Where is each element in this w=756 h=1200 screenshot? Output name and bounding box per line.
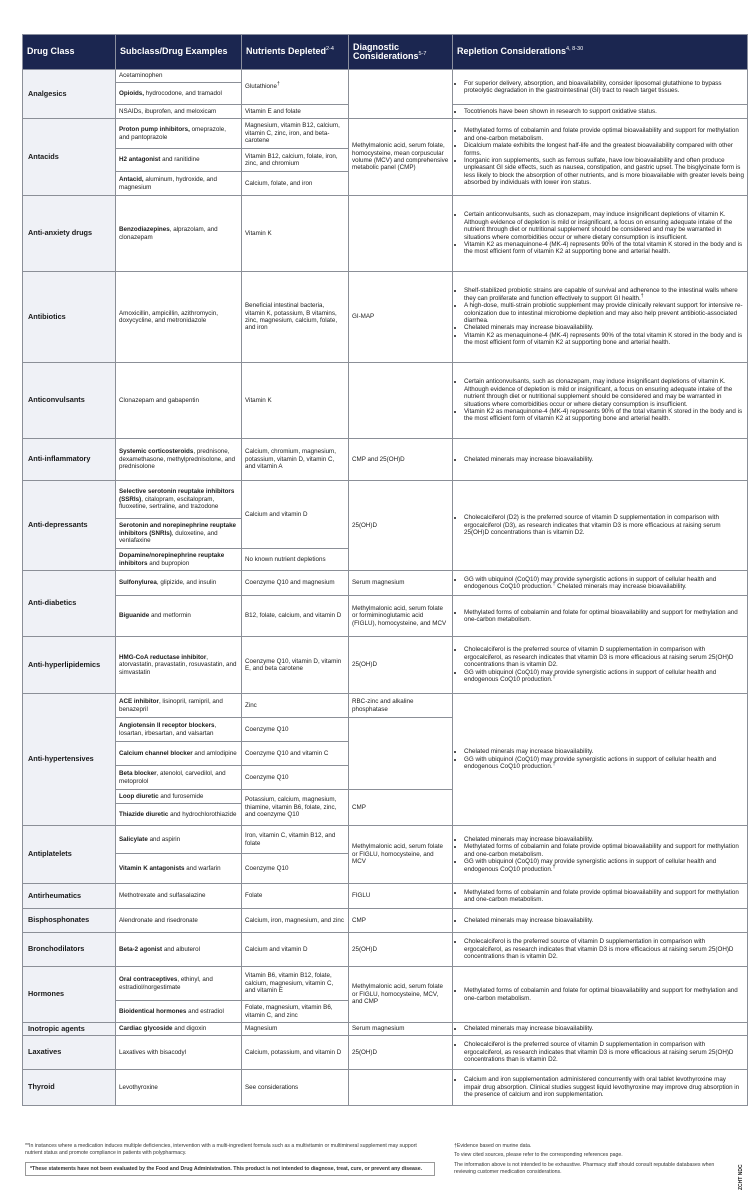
list-item: • GG with ubiquinol (CoQ10) may provide synergistic actions in support of cellular health and endogenous CoQ10 production.† [464,858,744,873]
diagnostic-cell [349,70,453,119]
nutrients-cell: B12, folate, calcium, and vitamin D [242,596,349,637]
diagnostic-cell: Methylmalonic acid, serum folate or FIGLU, homocysteine, and MCV [349,826,453,884]
list-item: • Vitamin K2 as menaquinone-4 (MK-4) represents 90% of the total vitamin K stored in the body and is the most efficient form of vitamin K2 at supporting bone and arterial health. [464,408,744,423]
diagnostic-cell: 25(OH)D [349,481,453,571]
drug-class-cell: Anti-inflammatory [23,439,116,481]
table-row [23,196,748,272]
drug-class-cell: Antirheumatics [23,884,116,909]
subclass-cell: Calcium channel blocker and amlodipine [116,742,242,766]
list-item: • Inorganic iron supplements, such as ferrous sulfate, have low bioavailability and often produce unpleasant GI side effects, such as nausea, constipation, and gastric upset. The bisglycinate form is less likely to block the absorption of other nutrients, and is more bioavailable with greater levels being absorbed by individuals with lower iron status. [464,157,744,187]
table-row [23,70,748,83]
subclass-cell: Salicylate and aspirin [116,826,242,854]
subclass-cell: H2 antagonist and ranitidine [116,149,242,172]
nutrients-cell: See considerations [242,1070,349,1106]
nutrients-cell: Beneficial intestinal bacteria, vitamin K, potassium, B vitamins, zinc, magnesium, calcium, folate, and iron [242,272,349,363]
repletion-cell [453,105,748,119]
list-item: • Shelf-stabilized probiotic strains are capable of survival and adherence to the intestinal walls where they can proliferate and function effectively to support GI health.† [464,287,744,302]
repletion-cell [453,363,748,439]
nutrients-cell: Coenzyme Q10 [242,718,349,742]
subclass-cell: Methotrexate and sulfasalazine [116,884,242,909]
nutrients-cell: Calcium, potassium, and vitamin D [242,1036,349,1070]
subclass-cell: Dopamine/norepinephrine reuptake inhibitors and bupropion [116,549,242,571]
subclass-cell: Thiazide diuretic and hydrochlorothiazide [116,804,242,826]
subclass-cell: Sulfonylurea, glipizide, and insulin [116,571,242,596]
repletion-cell [453,571,748,596]
nutrients-cell: Vitamin K [242,196,349,272]
drug-class-cell: Anti-diabetics [23,571,116,637]
list-item: • Chelated minerals may increase bioavailability. [464,456,744,463]
nutrients-cell: Vitamin E and folate [242,105,349,119]
footnote-evidence: †Evidence based on murine data. [454,1143,532,1149]
header-repletion: Repletion Considerations$^{4, 8-30}$ [453,35,748,70]
repletion-cell [453,119,748,196]
footer-left [25,1143,435,1176]
drug-class-cell: Analgesics [23,70,116,119]
subclass-cell: ACE inhibitor, lisinopril, ramipril, and benazepril [116,694,242,718]
repletion-cell [453,196,748,272]
diagnostic-cell [349,1070,453,1106]
table-row [23,1070,748,1106]
list-item: • Chelated minerals may increase bioavailability. [464,1025,744,1032]
list-item: • For superior delivery, absorption, and bioavailability, consider liposomal glutathione to bypass proteolytic degradation in the gastrointestinal (GI) tract to reach target tissues. [464,80,744,95]
drug-class-cell: Antiplatelets [23,826,116,884]
footnote-sources: To view cited sources, please refer to the corresponding references page. [454,1152,623,1159]
diagnostic-cell: CMP [349,790,453,826]
diagnostic-cell [349,718,453,790]
subclass-cell: Opioids, hydrocodone, and tramadol [116,83,242,105]
diagnostic-cell: Serum magnesium [349,571,453,596]
repletion-cell [453,826,748,884]
drug-class-cell: Anti-anxiety drugs [23,196,116,272]
list-item: • GG with ubiquinol (CoQ10) may provide synergistic actions in support of cellular health and endogenous CoQ10 production.† Chelated minerals may increase bioavailability. [464,576,744,591]
header-drug-class: Drug Class [23,35,116,70]
table-row [23,481,748,519]
repletion-cell [453,272,748,363]
repletion-cell [453,637,748,694]
table-row [23,119,748,149]
nutrients-cell: Iron, vitamin C, vitamin B12, and folate [242,826,349,854]
drug-class-cell: Anti-depressants [23,481,116,571]
repletion-cell [453,1036,748,1070]
nutrients-cell: Magnesium, vitamin B12, calcium, vitamin C, zinc, iron, and beta-carotene [242,119,349,149]
footer-right [454,1143,734,1178]
table-row [23,933,748,967]
drug-class-cell: Inotropic agents [23,1023,116,1036]
repletion-cell [453,933,748,967]
list-item: • Cholecalciferol (D2) is the preferred source of vitamin D supplementation in comparison with ergocalciferol (D3), as research indicates that vitamin D3 is more efficacious at raising serum 25(OH)D concentrations than is vitamin D2. [464,514,744,536]
repletion-cell [453,967,748,1023]
subclass-cell: Acetaminophen [116,70,242,83]
repletion-cell [453,596,748,637]
table-row [23,571,748,596]
list-item: • Chelated minerals may increase bioavailability. [464,748,744,755]
subclass-cell: Benzodiazepines, alprazolam, and clonazepam [116,196,242,272]
table-row [23,439,748,481]
subclass-cell: HMG-CoA reductase inhibitor, atorvastatin, pravastatin, rosuvastatin, and simvastatin [116,637,242,694]
subclass-cell: Cardiac glycoside and digoxin [116,1023,242,1036]
subclass-cell: NSAIDs, ibuprofen, and meloxicam [116,105,242,119]
list-item: • Cholecalciferol is the preferred source of vitamin D supplementation in comparison with ergocalciferol, as research indicates that vitamin D3 is more efficacious at raising serum 25(OH)D concentrations than is vitamin D2. [464,646,744,668]
fda-disclaimer: *These statements have not been evaluated by the Food and Drug Administration. This product is not intended to diagnose, treat, cure, or prevent any disease. [25,1162,435,1177]
list-item: • Methylated forms of cobalamin and folate provide optimal bioavailability and support for methylation and one-carbon metabolism. [464,127,744,142]
nutrients-cell: Coenzyme Q10 [242,854,349,884]
drug-class-cell: Antibiotics [23,272,116,363]
diagnostic-cell: Methylmalonic acid, serum folate or formiminoglutamic acid (FIGLU), homocysteine, and MCV [349,596,453,637]
nutrients-cell: Coenzyme Q10 and vitamin C [242,742,349,766]
subclass-cell: Beta-2 agonist and albuterol [116,933,242,967]
list-item: • GG with ubiquinol (CoQ10) may provide synergistic actions in support of cellular health and endogenous CoQ10 production.† [464,669,744,684]
nutrients-cell: Vitamin K [242,363,349,439]
drug-class-cell: Bronchodilators [23,933,116,967]
drug-class-cell: Thyroid [23,1070,116,1106]
nutrients-cell: Coenzyme Q10, vitamin D, vitamin E, and beta carotene [242,637,349,694]
list-item: • GG with ubiquinol (CoQ10) may provide synergistic actions in support of cellular health and endogenous CoQ10 production.† [464,756,744,771]
subclass-cell: Biguanide and metformin [116,596,242,637]
subclass-cell: Oral contraceptives, ethinyl, and estradiol/norgestimate [116,967,242,1001]
diagnostic-cell: CMP and 25(OH)D [349,439,453,481]
subclass-cell: Antacid, aluminum, hydroxide, and magnesium [116,172,242,196]
diagnostic-cell: RBC-zinc and alkaline phosphatase [349,694,453,718]
subclass-cell: Alendronate and risedronate [116,909,242,933]
nutrients-cell: Calcium, folate, and iron [242,172,349,196]
footer [22,1143,747,1187]
list-item: • Chelated minerals may increase bioavailability. [464,836,744,843]
nutrients-cell: Calcium, iron, magnesium, and zinc [242,909,349,933]
list-item: • Tocotrienols have been shown in research to support oxidative status. [464,108,744,115]
header-diagnostic: Diagnostic Considerations$^{5-7}$ [349,35,453,70]
drug-class-cell: Anti-hypertensives [23,694,116,826]
list-item: • Dicalcium malate exhibits the longest half-life and the greatest bioavailability compared with other forms. [464,142,744,157]
drug-class-cell: Bisphosphonates [23,909,116,933]
nutrients-cell: Zinc [242,694,349,718]
repletion-cell [453,694,748,826]
list-item: • Methylated forms of cobalamin and folate for optimal bioavailability and support for methylation and one-carbon metabolism. [464,609,744,624]
footnote-info: The information above is not intended to be exhaustive. Pharmacy staff should consult reputable databases when reviewing customer medication considerations. [454,1161,715,1175]
repletion-cell [453,909,748,933]
drug-class-cell: Antacids [23,119,116,196]
subclass-cell: Beta blocker, atenolol, carvedilol, and metoprolol [116,766,242,790]
nutrients-cell: Vitamin B12, calcium, folate, iron, zinc, and chromium [242,149,349,172]
header-row [23,35,748,70]
subclass-cell: Laxatives with bisacodyl [116,1036,242,1070]
drug-class-cell: Laxatives [23,1036,116,1070]
header-subclass: Subclass/Drug Examples [116,35,242,70]
subclass-cell: Levothyroxine [116,1070,242,1106]
diagnostic-cell [349,196,453,272]
drug-class-cell: Hormones [23,967,116,1023]
list-item: • Vitamin K2 as menaquinone-4 (MK-4) represents 90% of the total vitamin K stored in the body and is the most efficient form of vitamin K2 at supporting bone and arterial health. [464,241,744,256]
header-nutrients-depleted: Nutrients Depleted$^{2-4}$ [242,35,349,70]
drug-nutrient-depletion-table [22,34,748,1106]
nutrients-cell: Potassium, calcium, magnesium, thiamine, vitamin B6, folate, zinc, and coenzyme Q10 [242,790,349,826]
table-row [23,596,748,637]
table-row [23,694,748,718]
footnote-multi-ingredient: **In instances where a medication induces multiple deficiencies, intervention with a multi-ingredient formula such as a multivitamin or multimineral supplement may support nutrient status and promote compliance in patients with polypharmacy. [25,1143,417,1156]
nutrients-cell: Coenzyme Q10 and magnesium [242,571,349,596]
subclass-cell: Clonazepam and gabapentin [116,363,242,439]
table-row [23,272,748,363]
repletion-cell [453,70,748,105]
list-item: • Methylated forms of cobalamin and folate for optimal bioavailability and support for methylation and one-carbon metabolism. [464,987,744,1002]
table-row [23,637,748,694]
list-item: • Cholecalciferol is the preferred source of vitamin D supplementation in comparison with ergocalciferol, as research indicates that vitamin D3 is more efficacious at raising serum 25(OH)D concentrations than is vitamin D2. [464,938,744,960]
nutrients-cell: No known nutrient depletions [242,549,349,571]
nutrients-cell: Vitamin B6, vitamin B12, folate, calcium, magnesium, vitamin C, and vitamin E [242,967,349,1001]
list-item: • Calcium and iron supplementation administered concurrently with oral tablet levothyroxine may impair drug absorption. Clinical studies suggest liquid levothyroxine may improve drug absorption in the presence of calcium and iron supplementation. [464,1076,744,1098]
list-item: • Vitamin K2 as menaquinone-4 (MK-4) represents 90% of the total vitamin K stored in the body and is the most efficient form of vitamin K2 at supporting bone and arterial health. [464,332,744,347]
table-row [23,909,748,933]
table-row [23,1023,748,1036]
nutrients-cell: Calcium, chromium, magnesium, potassium, vitamin D, vitamin C, and vitamin A [242,439,349,481]
subclass-cell: Selective serotonin reuptake inhibitors (SSRIs), citalopram, escitalopram, fluoxetine, sertraline, and trazodone [116,481,242,519]
diagnostic-cell [349,363,453,439]
subclass-cell: Amoxicillin, ampicillin, azithromycin, doxycycline, and metronidazole [116,272,242,363]
subclass-cell: Systemic corticosteroids, prednisone, dexamethasone, methylprednisolone, and prednisolone [116,439,242,481]
nutrients-cell: Coenzyme Q10 [242,766,349,790]
diagnostic-cell: CMP [349,909,453,933]
repletion-cell [453,439,748,481]
table-row [23,967,748,1001]
subclass-cell: Serotonin and norepinephrine reuptake inhibitors (SNRIs), duloxetine, and venlafaxine [116,519,242,549]
table-row [23,826,748,854]
diagnostic-cell: Serum magnesium [349,1023,453,1036]
document-code: ZCHT NDC [738,1164,744,1190]
repletion-cell [453,1023,748,1036]
subclass-cell: Bioidentical hormones and estradiol [116,1001,242,1023]
list-item: • Cholecalciferol is the preferred source of vitamin D supplementation in comparison with ergocalciferol, as research indicates that vitamin D3 is more efficacious at raising serum 25(OH)D concentrations than is vitamin D2. [464,1041,744,1063]
subclass-cell: Angiotensin II receptor blockers, losartan, irbesartan, and valsartan [116,718,242,742]
drug-class-cell: Anticonvulsants [23,363,116,439]
table-row [23,884,748,909]
nutrients-cell: Folate, magnesium, vitamin B6, vitamin C, and zinc [242,1001,349,1023]
list-item: • A high-dose, multi-strain probiotic supplement may provide clinically relevant support for intensive re-colonization due to intestinal microbiome depletion and may also help prevent antibiotic-associated diarrhea. [464,302,744,324]
diagnostic-cell: FIGLU [349,884,453,909]
list-item: • Certain anticonvulsants, such as clonazepam, may induce insignificant depletions of vitamin K. Although evidence of depletion is mild or insignificant, a focus on ensuring adequate intake of the nutrient through diet or nutritional supplement should be considered and may be warranted in situations where comorbidities occur or where dietary consumption is insufficient. [464,378,744,408]
diagnostic-cell: 25(OH)D [349,1036,453,1070]
list-item: • Methylated forms of cobalamin and folate provide optimal bioavailability and support for methylation and one-carbon metabolism. [464,889,744,904]
subclass-cell: Vitamin K antagonists and warfarin [116,854,242,884]
nutrients-cell: Calcium and vitamin D [242,481,349,549]
diagnostic-cell: Methylmalonic acid, serum folate, homocysteine, mean corpuscular volume (MCV) and comprehensive metabolic panel (CMP) [349,119,453,196]
nutrients-cell: Magnesium [242,1023,349,1036]
drug-class-cell: Anti-hyperlipidemics [23,637,116,694]
repletion-cell [453,1070,748,1106]
list-item: • Methylated forms of cobalamin and folate provide optimal bioavailability and support for methylation and one-carbon metabolism. [464,843,744,858]
list-item: • Chelated minerals may increase bioavailability. [464,324,744,331]
diagnostic-cell: GI-MAP [349,272,453,363]
table-row [23,363,748,439]
nutrients-cell: Glutathione† [242,70,349,105]
repletion-cell [453,481,748,571]
diagnostic-cell: Methylmalonic acid, serum folate or FIGLU, homocysteine, MCV, and CMP [349,967,453,1023]
nutrients-cell: Calcium and vitamin D [242,933,349,967]
drug-nutrient-table-container [22,34,747,1106]
table-row [23,1036,748,1070]
nutrients-cell: Folate [242,884,349,909]
subclass-cell: Loop diuretic and furosemide [116,790,242,804]
subclass-cell: Proton pump inhibitors, omeprazole, and pantoprazole [116,119,242,149]
diagnostic-cell: 25(OH)D [349,933,453,967]
repletion-cell [453,884,748,909]
list-item: • Certain anticonvulsants, such as clonazepam, may induce insignificant depletions of vitamin K. Although evidence of depletion is mild or insignificant, a focus on ensuring adequate intake of the nutrient through diet or nutritional supplement should be considered and may be warranted in situations where comorbidities occur or where dietary consumption is insufficient. [464,211,744,241]
list-item: • Chelated minerals may increase bioavailability. [464,917,744,924]
diagnostic-cell: 25(OH)D [349,637,453,694]
